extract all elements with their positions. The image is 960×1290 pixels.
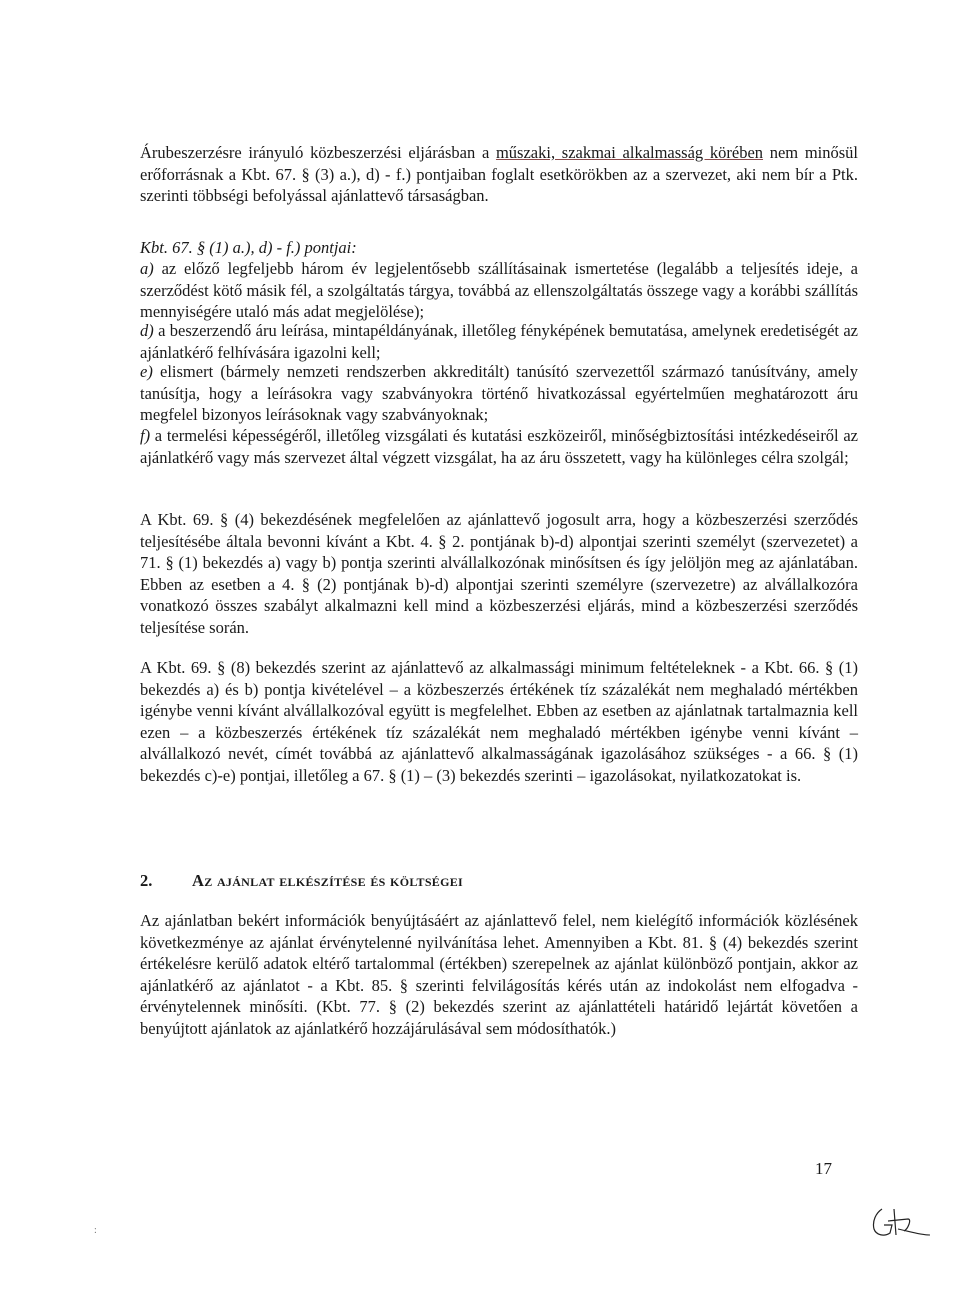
page-number: 17 <box>815 1159 832 1178</box>
kbt-67-heading: Kbt. 67. § (1) a.), d) - f.) pontjai: <box>140 238 357 257</box>
item-a <box>140 258 858 323</box>
item-label: f) <box>140 426 151 445</box>
item-label: e) <box>140 362 153 381</box>
item-e <box>140 361 858 426</box>
underlined-text: műszaki, szakmai alkalmasság körében <box>495 143 764 162</box>
section-title: Az ajánlat elkészítése és költségei <box>192 871 464 890</box>
margin-mark: : <box>94 1225 97 1236</box>
paragraph-section-2: Az ajánlatban bekért információk benyújtásáért az ajánlattevő felel, nem kielégítő információk közlésének következménye az ajánlat érvénytelenné nyilvánítása lehet. Amennyiben a Kbt. 81. § (4) bekezdés szerint értékelésre kerülő adatok eltérő tartalommal (értékben) szerepelnek az ajánlat különböző pontjain, akkor az ajánlatkérő az ajánlatot - a Kbt. 85. § szerinti felvilágosítás kérés után az indokolást nem elfogadva - érvénytelennek minősíti. (Kbt. 77. § (2) bekezdés szerint az ajánlattételi határidő lejártát követően a benyújtott ajánlatok az ajánlatkérő hozzájárulásával sem módosíthatók.) <box>140 911 858 1038</box>
item-f <box>140 425 858 468</box>
item-text: a beszerzendő áru leírása, mintapéldányának, illetőleg fényképének bemutatása, amelynek eredetiségét az ajánlatkérő felhívására igazolni kell; <box>140 321 858 362</box>
item-d <box>140 320 858 363</box>
item-label: d) <box>140 321 154 340</box>
item-text: a termelési képességéről, illetőleg vizsgálati és kutatási eszközeiről, minőségbiztosítási intézkedéseiről az ajánlatkérő vagy más szervezet által végzett vizsgálat, ha az áru összetett, vagy ha különleges célra szolgál; <box>140 426 858 467</box>
paragraph-kbt-69-8: A Kbt. 69. § (8) bekezdés szerint az ajánlattevő az alkalmassági minimum feltételeknek - a Kbt. 66. § (1) bekezdés a) és b) pontja kivételével – a közbeszerzés értékének tíz százalékát nem meghaladó mértékben igénybe venni kívánt alvállalkozóval együtt is megfelelhet. Ebben az esetben az ajánlatnak tartalmaznia kell ezen – a közbeszerzés értékének tíz százalékát nem meghaladó mértékben igénybe venni kívánt – alvállalkozó nevét, címét továbbá az ajánlattevő alkalmasságának igazolásához szükséges - a 66. § (1) bekezdés c)-e) pontjai, illetőleg a 67. § (1) – (3) bekezdés szerinti – igazolásokat, nyilatkozatokat is. <box>140 658 858 785</box>
text-span: nem minősül erőforrásnak a Kbt. 67. § (3) a.), d) - f.) pontjaiban foglalt esetkörökben az a szervezet, aki nem bír a Ptk. szerinti többségi befolyással ajánlattevő társaságban. <box>140 143 858 205</box>
item-text: elismert (bármely nemzeti rendszerben akkreditált) tanúsító szervezettől származó tanúsítvány, amely tanúsítja, hogy a leírásokra vagy szabványokra történő hivatkozással egyértelműen meghatározott áru megfelel bizonyos leírásoknak vagy szabványoknak; <box>140 362 858 424</box>
text-span: Árubeszerzésre irányuló közbeszerzési eljárásban a <box>140 143 496 162</box>
item-text: az előző legfeljebb három év legjelentősebb szállításainak ismertetése (legalább a teljesítés ideje, a szerződést kötő másik fél, a szolgáltatás tárgya, továbbá az ellenszolgáltatás összege vagy a korábbi szállítás mennyiségére utaló más adat megjelölése); <box>140 259 858 321</box>
section-heading <box>140 870 858 892</box>
item-label: a) <box>140 259 154 278</box>
signature-initials <box>868 1205 932 1241</box>
paragraph-kbt-69-4: A Kbt. 69. § (4) bekezdésének megfelelően az ajánlattevő jogosult arra, hogy a közbeszerzési szerződés teljesítésébe általa bevonni kívánt a Kbt. 4. § 2. pontjának b)-d) alpontjai szerinti személyt (szervezetet) a 71. § (1) bekezdés a) vagy b) pontja szerinti alvállalkozónak minősítsen és így jelöljön meg az ajánlatában. Ebben az esetben a 4. § (2) pontjának b)-d) alpontjai szerinti személyre (szervezetre) az alvállalkozóra vonatkozó összes szabályt alkalmazni kell mind a közbeszerzési eljárás, mind a közbeszerzési szerződés teljesítése során. <box>140 510 858 637</box>
paragraph-arubeszerzes <box>140 142 858 207</box>
section-number: 2. <box>140 871 153 890</box>
